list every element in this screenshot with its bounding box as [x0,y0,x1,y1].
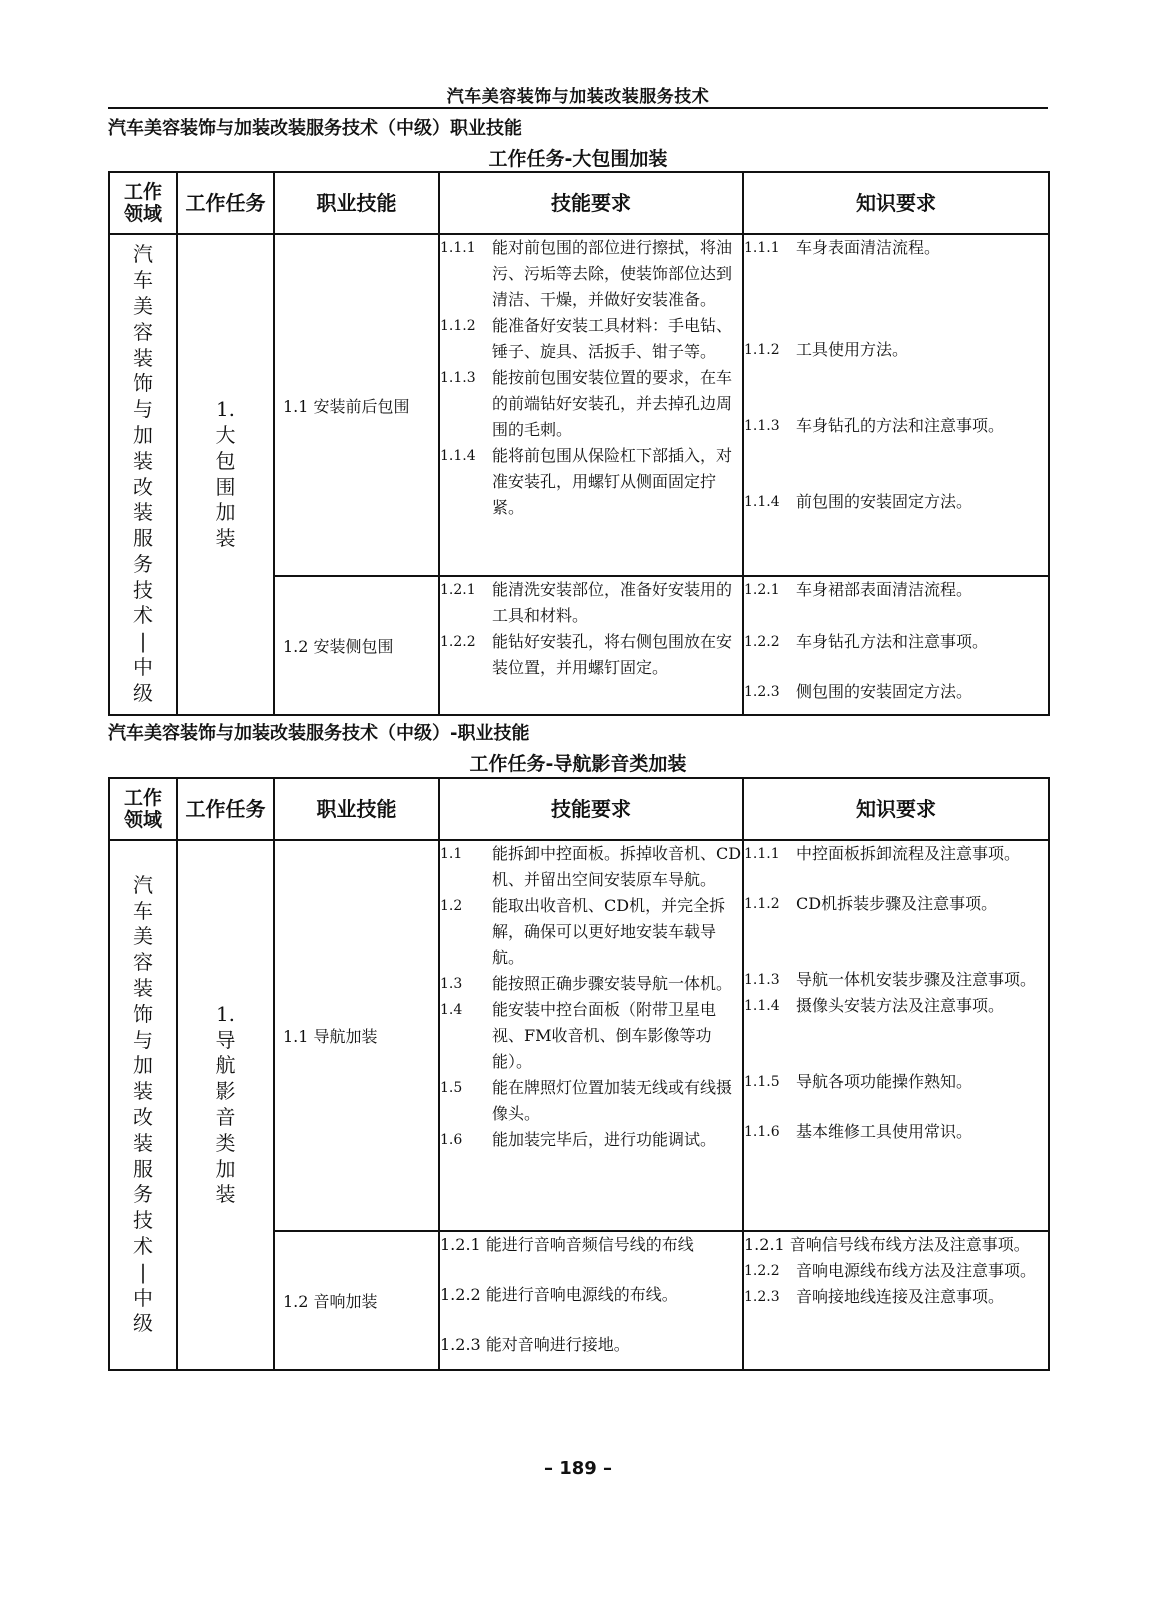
skills-table [108,171,1050,716]
item-text: 工具使用方法。 [796,340,909,359]
task-char: 装 [215,526,236,551]
list-item [440,365,742,443]
domain-char: 装 [133,1130,153,1155]
item-text: 车身表面清洁流程。 [796,238,941,257]
knowledge-cell [743,234,1049,576]
item-number: 1.1.1 [744,240,780,256]
task-cell [177,840,274,1370]
item-text: 能取出收音机、CD机，并完全拆解，确保可以更好地安装车载导航。 [492,896,726,967]
item-number: 1.1.2 [440,318,476,334]
task-char: 导 [215,1027,236,1052]
item-text: 能将前包围从保险杠下部插入，对准安装孔，用螺钉从侧面固定拧紧。 [492,446,733,517]
domain-char: 装 [133,448,153,473]
list-item [440,1232,742,1258]
list-item [744,891,1048,917]
list-item [440,443,742,521]
task-char: 影 [215,1079,236,1104]
header-rule [108,107,1048,109]
list-item [744,1258,1048,1284]
domain-char: 美 [133,293,153,318]
domain-char: 与 [133,1027,153,1052]
list-item [440,1127,742,1153]
domain-char: 加 [133,422,153,447]
domain-char: 级 [133,680,153,705]
domain-char: 技 [133,577,153,602]
table-row [109,840,1049,1231]
item-text: 基本维修工具使用常识。 [796,1122,973,1141]
section-title: 汽车美容装饰与加装改装服务技术（中级）职业技能 [108,118,522,139]
task-char: 类 [215,1130,236,1155]
domain-char: 中 [133,655,153,680]
item-text: 能准备好安装工具材料：手电钻、锤子、旋具、活扳手、钳子等。 [492,316,733,361]
knowledge-cell [743,1231,1049,1370]
item-number: 1.1.3 [440,370,476,386]
section-title: 汽车美容装饰与加装改装服务技术（中级）-职业技能 [108,723,530,744]
domain-char: | [139,1259,147,1284]
running-header: 汽车美容装饰与加装改装服务技术 [446,87,710,107]
domain-char: 装 [133,976,153,1001]
list-item [744,337,1048,363]
header-domain [109,172,177,234]
list-item [744,993,1048,1019]
item-text: 车身裙部表面清洁流程。 [796,580,973,599]
list-item [440,971,742,997]
item-text: 1.2.1 音响信号线布线方法及注意事项。 [744,1235,1030,1254]
task-char: 1. [215,1001,236,1026]
list-item [744,489,1048,515]
domain-char: 改 [133,474,153,499]
list-item [744,235,1048,261]
task-char: 音 [215,1105,236,1129]
header-ability: 技能要求 [439,172,743,234]
domain-cell [109,840,177,1370]
item-text: 能加装完毕后，进行功能调试。 [492,1130,717,1149]
ability-cell [439,234,743,576]
skill-cell: 1.2 安装侧包围 [274,576,439,715]
skill-cell: 1.2 音响加装 [274,1231,439,1370]
task-char: 1. [215,397,236,422]
header-task: 工作任务 [177,172,274,234]
item-number: 1.2.2 [744,1263,780,1279]
domain-char: 加 [133,1053,153,1078]
task-text [178,1002,273,1208]
list-item [440,235,742,313]
item-text: 能按照正确步骤安装导航一体机。 [492,974,733,993]
list-item [744,413,1048,439]
item-number: 1.2.2 [440,634,476,650]
item-text: 能在牌照灯位置加装无线或有线摄像头。 [492,1078,733,1123]
item-number: 1.1.2 [744,342,780,358]
domain-char: 容 [133,319,153,344]
domain-char: 与 [133,397,153,422]
item-number: 1.2.3 [744,684,780,700]
item-text: 导航一体机安装步骤及注意事项。 [796,970,1037,989]
item-number: 1.1.3 [744,418,780,434]
item-text: 前包围的安装固定方法。 [796,492,973,511]
domain-cell [109,234,177,715]
domain-text [110,242,176,706]
ability-cell [439,840,743,1231]
task-char: 航 [215,1053,236,1078]
skills-table [108,777,1050,1371]
list-item [440,629,742,681]
domain-char: 服 [133,1156,153,1181]
item-number: 1.1.6 [744,1124,780,1140]
item-text: 中控面板拆卸流程及注意事项。 [796,844,1021,863]
domain-char: 饰 [133,371,153,396]
domain-char: 汽 [133,242,153,267]
list-item [440,841,742,893]
item-text: 车身钻孔的方法和注意事项。 [796,416,1005,435]
item-text: 1.2.3 能对音响进行接地。 [440,1335,630,1354]
item-number: 1.3 [440,976,463,992]
domain-char: 术 [133,603,153,628]
item-number: 1.1.4 [744,998,780,1014]
task-char: 大 [215,422,236,447]
item-text: 摄像头安装方法及注意事项。 [796,996,1005,1015]
table-caption: 工作任务-大包围加装 [488,148,668,170]
list-item [440,1332,742,1358]
item-text: 能按前包围安装位置的要求，在车的前端钻好安装孔，并去掉孔边周围的毛刺。 [492,368,733,439]
table-caption: 工作任务-导航影音类加装 [469,753,687,775]
list-item [440,997,742,1075]
task-char: 围 [215,474,236,499]
header-ability: 技能要求 [439,778,743,840]
table-row [109,234,1049,576]
list-item [744,679,1048,705]
domain-char: 车 [133,898,153,923]
list-item [440,893,742,971]
domain-char: 饰 [133,1001,153,1026]
domain-char: 务 [133,551,153,576]
item-text: 能安装中控台面板（附带卫星电视、FM收音机、倒车影像等功能）。 [492,1000,717,1071]
item-text: 能对前包围的部位进行擦拭，将油污、污垢等去除，使装饰部位达到清洁、干燥，并做好安装准备。 [492,238,733,309]
header-skill: 职业技能 [274,172,439,234]
list-item [744,629,1048,655]
task-cell [177,234,274,715]
header-domain-line: 领域 [123,809,162,831]
item-text: 车身钻孔方法和注意事项。 [796,632,989,651]
item-text: 能钻好安装孔，将右侧包围放在安装位置，并用螺钉固定。 [492,632,733,677]
item-text: 1.2.1 能进行音响音频信号线的布线 [440,1235,694,1254]
item-number: 1.1.1 [440,240,476,256]
header-domain [109,778,177,840]
list-item [440,1075,742,1127]
item-number: 1.1.1 [744,846,780,862]
domain-char: 汽 [133,872,153,897]
header-domain-line: 工作 [123,787,162,809]
item-text: 导航各项功能操作熟知。 [796,1072,973,1091]
list-item [744,1284,1048,1310]
domain-char: 装 [133,500,153,525]
item-text: 侧包围的安装固定方法。 [796,682,973,701]
item-text: CD机拆装步骤及注意事项。 [796,894,998,913]
list-item [744,967,1048,993]
header-task: 工作任务 [177,778,274,840]
item-number: 1.2.3 [744,1289,780,1305]
item-number: 1.6 [440,1132,463,1148]
task-text [178,397,273,552]
item-number: 1.1.5 [744,1074,780,1090]
domain-char: 装 [133,345,153,370]
list-item [744,841,1048,867]
header-skill: 职业技能 [274,778,439,840]
ability-cell [439,576,743,715]
item-number: 1.2.2 [744,634,780,650]
header-domain-line: 领域 [123,203,162,225]
header-knowledge: 知识要求 [743,778,1049,840]
item-text: 音响电源线布线方法及注意事项。 [796,1261,1037,1280]
list-item [744,1119,1048,1145]
item-number: 1.1.3 [744,972,780,988]
list-item [440,313,742,365]
domain-text [110,873,176,1337]
list-item [440,1282,742,1308]
knowledge-cell [743,576,1049,715]
item-number: 1.2.1 [744,582,780,598]
item-number: 1.1.4 [744,494,780,510]
ability-cell [439,1231,743,1370]
task-char: 加 [215,1156,236,1181]
domain-char: 技 [133,1208,153,1233]
list-item [744,1232,1048,1258]
item-number: 1.5 [440,1080,463,1096]
task-char: 包 [215,448,236,473]
item-text: 能拆卸中控面板。拆掉收音机、CD机、并留出空间安装原车导航。 [492,844,742,889]
domain-char: 中 [133,1285,153,1310]
knowledge-cell [743,840,1049,1231]
domain-char: 车 [133,268,153,293]
domain-char: 容 [133,950,153,975]
skill-cell: 1.1 导航加装 [274,840,439,1231]
domain-char: 务 [133,1182,153,1207]
item-number: 1.2 [440,898,463,914]
item-number: 1.2.1 [440,582,476,598]
domain-char: 服 [133,526,153,551]
item-text: 音响接地线连接及注意事项。 [796,1287,1005,1306]
item-text: 1.2.2 能进行音响电源线的布线。 [440,1285,678,1304]
page-number: – 189 – [543,1458,613,1479]
item-number: 1.1 [440,846,463,862]
skill-cell: 1.1 安装前后包围 [274,234,439,576]
list-item [440,577,742,629]
header-knowledge: 知识要求 [743,172,1049,234]
domain-char: 改 [133,1105,153,1129]
list-item [744,577,1048,603]
domain-char: 美 [133,924,153,949]
item-number: 1.1.2 [744,896,780,912]
domain-char: 装 [133,1079,153,1104]
item-text: 能清洗安装部位，准备好安装用的工具和材料。 [492,580,733,625]
item-number: 1.1.4 [440,448,476,464]
table-header-row [109,172,1049,234]
list-item [744,1069,1048,1095]
header-domain-line: 工作 [123,181,162,203]
item-number: 1.4 [440,1002,463,1018]
domain-char: 级 [133,1311,153,1336]
domain-char: | [139,629,147,654]
domain-char: 术 [133,1233,153,1258]
task-char: 装 [215,1182,236,1207]
task-char: 加 [215,500,236,525]
table-header-row [109,778,1049,840]
